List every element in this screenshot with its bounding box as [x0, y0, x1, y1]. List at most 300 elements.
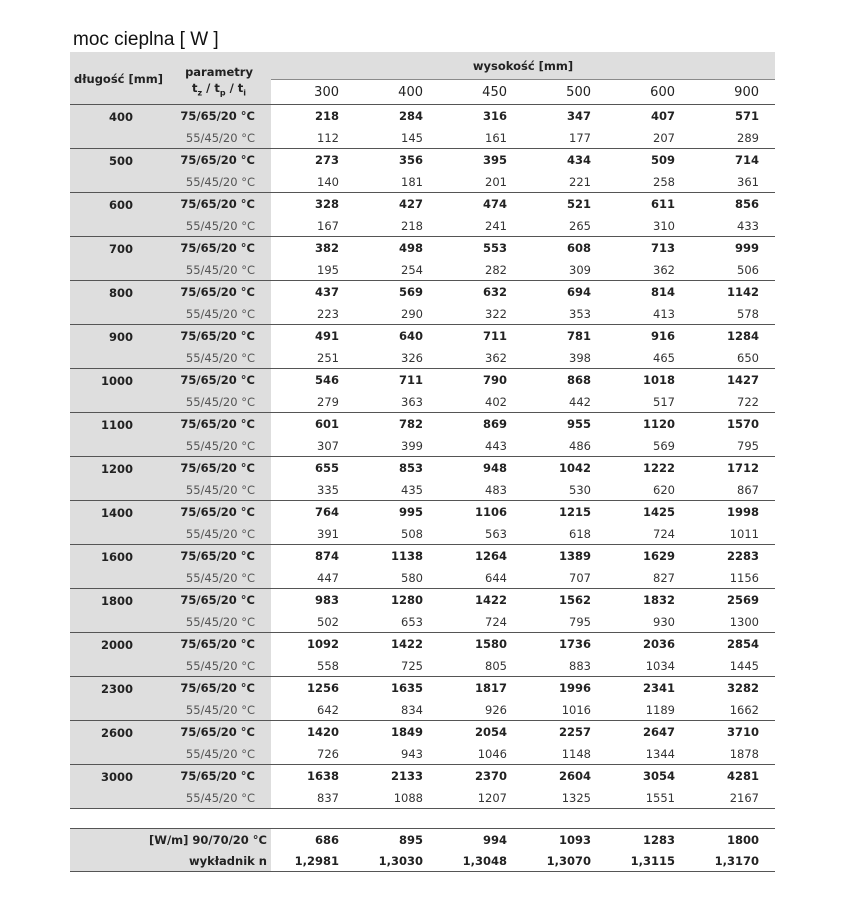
value-cell: 254 [355, 259, 439, 281]
param-cell-75: 75/65/20 °C [167, 369, 271, 392]
value-cell: 1280 [390, 593, 423, 607]
value-cell: 781 [566, 329, 591, 343]
value-cell: 2569 [726, 593, 759, 607]
table-row [70, 259, 775, 281]
value-cell: 362 [607, 259, 691, 281]
param-cell-75: 75/65/20 °C [167, 765, 271, 788]
value-cell: 2283 [726, 549, 759, 563]
footer-value: 686 [271, 829, 355, 851]
value-cell: 486 [523, 435, 607, 457]
value-cell: 273 [314, 153, 339, 167]
footer-value: 895 [355, 829, 439, 851]
height-col-header: 500 [523, 80, 607, 105]
length-cell: 800 [70, 281, 167, 325]
value-cell: 218 [355, 215, 439, 237]
value-cell: 827 [607, 567, 691, 589]
value-cell: 1878 [691, 743, 775, 765]
footer-value: 1,3170 [691, 850, 775, 872]
value-cell: 782 [398, 417, 423, 431]
param-cell-75: 75/65/20 °C [167, 325, 271, 348]
value-cell: 1422 [474, 593, 507, 607]
length-cell: 1400 [70, 501, 167, 545]
param-cell-55: 55/45/20 °C [167, 567, 271, 589]
footer-value: 1,3115 [607, 850, 691, 872]
value-cell: 569 [398, 285, 423, 299]
value-cell: 814 [650, 285, 675, 299]
value-cell: 1207 [439, 787, 523, 809]
value-cell: 725 [355, 655, 439, 677]
value-cell: 580 [355, 567, 439, 589]
param-cell-55: 55/45/20 °C [167, 699, 271, 721]
value-cell: 644 [439, 567, 523, 589]
value-cell: 1445 [691, 655, 775, 677]
value-cell: 569 [607, 435, 691, 457]
footer-value: 1093 [523, 829, 607, 851]
value-cell: 983 [314, 593, 339, 607]
value-cell: 221 [523, 171, 607, 193]
table-row [70, 171, 775, 193]
value-cell: 279 [271, 391, 355, 413]
value-cell: 1638 [306, 769, 339, 783]
length-cell: 1000 [70, 369, 167, 413]
value-cell: 347 [566, 109, 591, 123]
table-row [70, 567, 775, 589]
value-cell: 642 [271, 699, 355, 721]
value-cell: 726 [271, 743, 355, 765]
table-row [70, 457, 775, 480]
value-cell: 722 [691, 391, 775, 413]
value-cell: 447 [271, 567, 355, 589]
value-cell: 433 [691, 215, 775, 237]
length-cell: 1600 [70, 545, 167, 589]
value-cell: 1284 [726, 329, 759, 343]
value-cell: 856 [734, 197, 759, 211]
footer-value: 1283 [607, 829, 691, 851]
height-col-header: 900 [691, 80, 775, 105]
value-cell: 1046 [439, 743, 523, 765]
param-cell-75: 75/65/20 °C [167, 105, 271, 128]
value-cell: 1635 [390, 681, 423, 695]
value-cell: 307 [271, 435, 355, 457]
value-cell: 546 [314, 373, 339, 387]
page-title: moc cieplna [ W ] [73, 29, 219, 50]
value-cell: 474 [482, 197, 507, 211]
table-row [70, 721, 775, 744]
value-cell: 1148 [523, 743, 607, 765]
footer-value: 994 [439, 829, 523, 851]
param-cell-75: 75/65/20 °C [167, 677, 271, 700]
length-cell: 2300 [70, 677, 167, 721]
value-cell: 713 [650, 241, 675, 255]
value-cell: 1018 [642, 373, 675, 387]
value-cell: 161 [439, 127, 523, 149]
value-cell: 382 [314, 241, 339, 255]
value-cell: 805 [439, 655, 523, 677]
param-cell-55: 55/45/20 °C [167, 303, 271, 325]
value-cell: 258 [607, 171, 691, 193]
value-cell: 1662 [691, 699, 775, 721]
value-cell: 650 [691, 347, 775, 369]
length-cell: 400 [70, 105, 167, 149]
value-cell: 1425 [642, 505, 675, 519]
value-cell: 1849 [390, 725, 423, 739]
value-cell: 883 [523, 655, 607, 677]
value-cell: 571 [734, 109, 759, 123]
value-cell: 948 [482, 461, 507, 475]
param-cell-55: 55/45/20 °C [167, 435, 271, 457]
params-header-formula: $t_z / t_p / t_i$ [191, 81, 247, 98]
value-cell: 999 [734, 241, 759, 255]
param-cell-55: 55/45/20 °C [167, 259, 271, 281]
value-cell: 195 [271, 259, 355, 281]
footer-row [70, 850, 775, 872]
value-cell: 435 [355, 479, 439, 501]
value-cell: 955 [566, 417, 591, 431]
height-col-header: 600 [607, 80, 691, 105]
value-cell: 2341 [642, 681, 675, 695]
value-cell: 1996 [558, 681, 591, 695]
length-cell: 1200 [70, 457, 167, 501]
value-cell: 201 [439, 171, 523, 193]
value-cell: 707 [523, 567, 607, 589]
value-cell: 1832 [642, 593, 675, 607]
value-cell: 167 [271, 215, 355, 237]
value-cell: 790 [482, 373, 507, 387]
value-cell: 442 [523, 391, 607, 413]
value-cell: 601 [314, 417, 339, 431]
value-cell: 3282 [726, 681, 759, 695]
value-cell: 618 [523, 523, 607, 545]
value-cell: 502 [271, 611, 355, 633]
value-cell: 943 [355, 743, 439, 765]
table-row [70, 149, 775, 172]
value-cell: 3054 [642, 769, 675, 783]
height-col-header: 400 [355, 80, 439, 105]
param-cell-75: 75/65/20 °C [167, 501, 271, 524]
value-cell: 655 [314, 461, 339, 475]
table-row [70, 699, 775, 721]
value-cell: 2854 [726, 637, 759, 651]
value-cell: 1142 [726, 285, 759, 299]
param-cell-75: 75/65/20 °C [167, 457, 271, 480]
param-cell-75: 75/65/20 °C [167, 589, 271, 612]
value-cell: 640 [398, 329, 423, 343]
value-cell: 926 [439, 699, 523, 721]
length-cell: 1100 [70, 413, 167, 457]
value-cell: 553 [482, 241, 507, 255]
table-row [70, 765, 775, 788]
value-cell: 2604 [558, 769, 591, 783]
value-cell: 1106 [474, 505, 507, 519]
value-cell: 2370 [474, 769, 507, 783]
value-cell: 563 [439, 523, 523, 545]
value-cell: 530 [523, 479, 607, 501]
value-cell: 1222 [642, 461, 675, 475]
param-cell-55: 55/45/20 °C [167, 127, 271, 149]
value-cell: 1256 [306, 681, 339, 695]
value-cell: 437 [314, 285, 339, 299]
value-cell: 1551 [607, 787, 691, 809]
table-row [70, 787, 775, 809]
length-header: długość [mm] [70, 52, 167, 105]
value-cell: 356 [398, 153, 423, 167]
value-cell: 207 [607, 127, 691, 149]
table-row [70, 633, 775, 656]
value-cell: 1138 [390, 549, 423, 563]
value-cell: 251 [271, 347, 355, 369]
value-cell: 517 [607, 391, 691, 413]
value-cell: 1562 [558, 593, 591, 607]
value-cell: 465 [607, 347, 691, 369]
param-cell-75: 75/65/20 °C [167, 633, 271, 656]
value-cell: 1034 [607, 655, 691, 677]
table-row [70, 501, 775, 524]
value-cell: 1712 [726, 461, 759, 475]
param-cell-55: 55/45/20 °C [167, 611, 271, 633]
footer-value: 1,2981 [271, 850, 355, 872]
value-cell: 1011 [691, 523, 775, 545]
value-cell: 694 [566, 285, 591, 299]
value-cell: 443 [439, 435, 523, 457]
value-cell: 711 [398, 373, 423, 387]
param-cell-75: 75/65/20 °C [167, 281, 271, 304]
footer-label: wykładnik n [70, 850, 271, 872]
value-cell: 2167 [691, 787, 775, 809]
value-cell: 558 [271, 655, 355, 677]
value-cell: 930 [607, 611, 691, 633]
value-cell: 402 [439, 391, 523, 413]
value-cell: 145 [355, 127, 439, 149]
footer-value: 1,3070 [523, 850, 607, 872]
value-cell: 413 [607, 303, 691, 325]
footer-value: 1,3030 [355, 850, 439, 872]
params-header [167, 52, 271, 105]
value-cell: 363 [355, 391, 439, 413]
value-cell: 361 [691, 171, 775, 193]
value-cell: 309 [523, 259, 607, 281]
table-row [70, 281, 775, 304]
length-cell: 1800 [70, 589, 167, 633]
value-cell: 711 [482, 329, 507, 343]
table-row [70, 303, 775, 325]
value-cell: 177 [523, 127, 607, 149]
table-row [70, 391, 775, 413]
value-cell: 483 [439, 479, 523, 501]
table-row [70, 369, 775, 392]
value-cell: 398 [523, 347, 607, 369]
value-cell: 521 [566, 197, 591, 211]
heat-output-table [70, 52, 775, 809]
param-cell-75: 75/65/20 °C [167, 149, 271, 172]
value-cell: 328 [314, 197, 339, 211]
value-cell: 1016 [523, 699, 607, 721]
value-cell: 218 [314, 109, 339, 123]
value-cell: 2036 [642, 637, 675, 651]
param-cell-55: 55/45/20 °C [167, 391, 271, 413]
value-cell: 140 [271, 171, 355, 193]
value-cell: 1120 [642, 417, 675, 431]
param-cell-75: 75/65/20 °C [167, 237, 271, 260]
value-cell: 1570 [726, 417, 759, 431]
value-cell: 874 [314, 549, 339, 563]
table-row [70, 545, 775, 568]
length-cell: 500 [70, 149, 167, 193]
table-row [70, 325, 775, 348]
value-cell: 181 [355, 171, 439, 193]
value-cell: 620 [607, 479, 691, 501]
value-cell: 1817 [474, 681, 507, 695]
length-cell: 3000 [70, 765, 167, 809]
table-row [70, 523, 775, 545]
height-header: wysokość [mm] [271, 52, 775, 80]
value-cell: 1189 [607, 699, 691, 721]
value-cell: 1736 [558, 637, 591, 651]
footer-table [70, 828, 775, 872]
value-cell: 434 [566, 153, 591, 167]
value-cell: 1264 [474, 549, 507, 563]
table-row [70, 743, 775, 765]
value-cell: 578 [691, 303, 775, 325]
table-row [70, 589, 775, 612]
value-cell: 611 [650, 197, 675, 211]
value-cell: 608 [566, 241, 591, 255]
value-cell: 916 [650, 329, 675, 343]
param-cell-55: 55/45/20 °C [167, 787, 271, 809]
table-row [70, 435, 775, 457]
value-cell: 1215 [558, 505, 591, 519]
length-cell: 900 [70, 325, 167, 369]
param-cell-75: 75/65/20 °C [167, 413, 271, 436]
value-cell: 498 [398, 241, 423, 255]
table-row [70, 215, 775, 237]
value-cell: 322 [439, 303, 523, 325]
param-cell-55: 55/45/20 °C [167, 523, 271, 545]
table-row [70, 677, 775, 700]
table-row [70, 479, 775, 501]
value-cell: 853 [398, 461, 423, 475]
value-cell: 1389 [558, 549, 591, 563]
value-cell: 1088 [355, 787, 439, 809]
value-cell: 764 [314, 505, 339, 519]
value-cell: 289 [691, 127, 775, 149]
param-cell-55: 55/45/20 °C [167, 743, 271, 765]
height-col-header: 450 [439, 80, 523, 105]
value-cell: 310 [607, 215, 691, 237]
value-cell: 395 [482, 153, 507, 167]
value-cell: 1998 [726, 505, 759, 519]
value-cell: 427 [398, 197, 423, 211]
table-row [70, 105, 775, 128]
params-header-label: parametry [185, 65, 253, 79]
value-cell: 284 [398, 109, 423, 123]
value-cell: 2054 [474, 725, 507, 739]
value-cell: 1420 [306, 725, 339, 739]
value-cell: 3710 [726, 725, 759, 739]
value-cell: 795 [523, 611, 607, 633]
footer-value: 1,3048 [439, 850, 523, 872]
value-cell: 1042 [558, 461, 591, 475]
value-cell: 867 [691, 479, 775, 501]
table-row [70, 655, 775, 677]
length-cell: 600 [70, 193, 167, 237]
value-cell: 632 [482, 285, 507, 299]
value-cell: 362 [439, 347, 523, 369]
value-cell: 1427 [726, 373, 759, 387]
table-row [70, 127, 775, 149]
value-cell: 2647 [642, 725, 675, 739]
value-cell: 4281 [726, 769, 759, 783]
value-cell: 1422 [390, 637, 423, 651]
value-cell: 335 [271, 479, 355, 501]
value-cell: 724 [439, 611, 523, 633]
value-cell: 241 [439, 215, 523, 237]
value-cell: 1092 [306, 637, 339, 651]
table-row [70, 611, 775, 633]
value-cell: 326 [355, 347, 439, 369]
value-cell: 391 [271, 523, 355, 545]
param-cell-55: 55/45/20 °C [167, 171, 271, 193]
value-cell: 282 [439, 259, 523, 281]
value-cell: 2133 [390, 769, 423, 783]
value-cell: 1300 [691, 611, 775, 633]
value-cell: 1344 [607, 743, 691, 765]
param-cell-55: 55/45/20 °C [167, 347, 271, 369]
length-cell: 2000 [70, 633, 167, 677]
table-row [70, 237, 775, 260]
param-cell-75: 75/65/20 °C [167, 545, 271, 568]
table-row [70, 193, 775, 216]
value-cell: 1580 [474, 637, 507, 651]
length-cell: 2600 [70, 721, 167, 765]
value-cell: 1325 [523, 787, 607, 809]
value-cell: 223 [271, 303, 355, 325]
value-cell: 399 [355, 435, 439, 457]
value-cell: 509 [650, 153, 675, 167]
value-cell: 995 [398, 505, 423, 519]
value-cell: 353 [523, 303, 607, 325]
value-cell: 714 [734, 153, 759, 167]
value-cell: 407 [650, 109, 675, 123]
value-cell: 112 [271, 127, 355, 149]
value-cell: 2257 [558, 725, 591, 739]
value-cell: 868 [566, 373, 591, 387]
footer-label: [W/m] 90/70/20 °C [70, 829, 271, 851]
footer-row [70, 829, 775, 851]
value-cell: 1156 [691, 567, 775, 589]
param-cell-55: 55/45/20 °C [167, 655, 271, 677]
param-cell-55: 55/45/20 °C [167, 215, 271, 237]
value-cell: 834 [355, 699, 439, 721]
param-cell-75: 75/65/20 °C [167, 721, 271, 744]
value-cell: 837 [271, 787, 355, 809]
value-cell: 491 [314, 329, 339, 343]
value-cell: 1629 [642, 549, 675, 563]
table-row [70, 347, 775, 369]
value-cell: 869 [482, 417, 507, 431]
value-cell: 653 [355, 611, 439, 633]
param-cell-75: 75/65/20 °C [167, 193, 271, 216]
value-cell: 290 [355, 303, 439, 325]
value-cell: 506 [691, 259, 775, 281]
value-cell: 265 [523, 215, 607, 237]
value-cell: 795 [691, 435, 775, 457]
length-cell: 700 [70, 237, 167, 281]
table-row [70, 413, 775, 436]
value-cell: 508 [355, 523, 439, 545]
value-cell: 316 [482, 109, 507, 123]
footer-value: 1800 [691, 829, 775, 851]
height-col-header: 300 [271, 80, 355, 105]
